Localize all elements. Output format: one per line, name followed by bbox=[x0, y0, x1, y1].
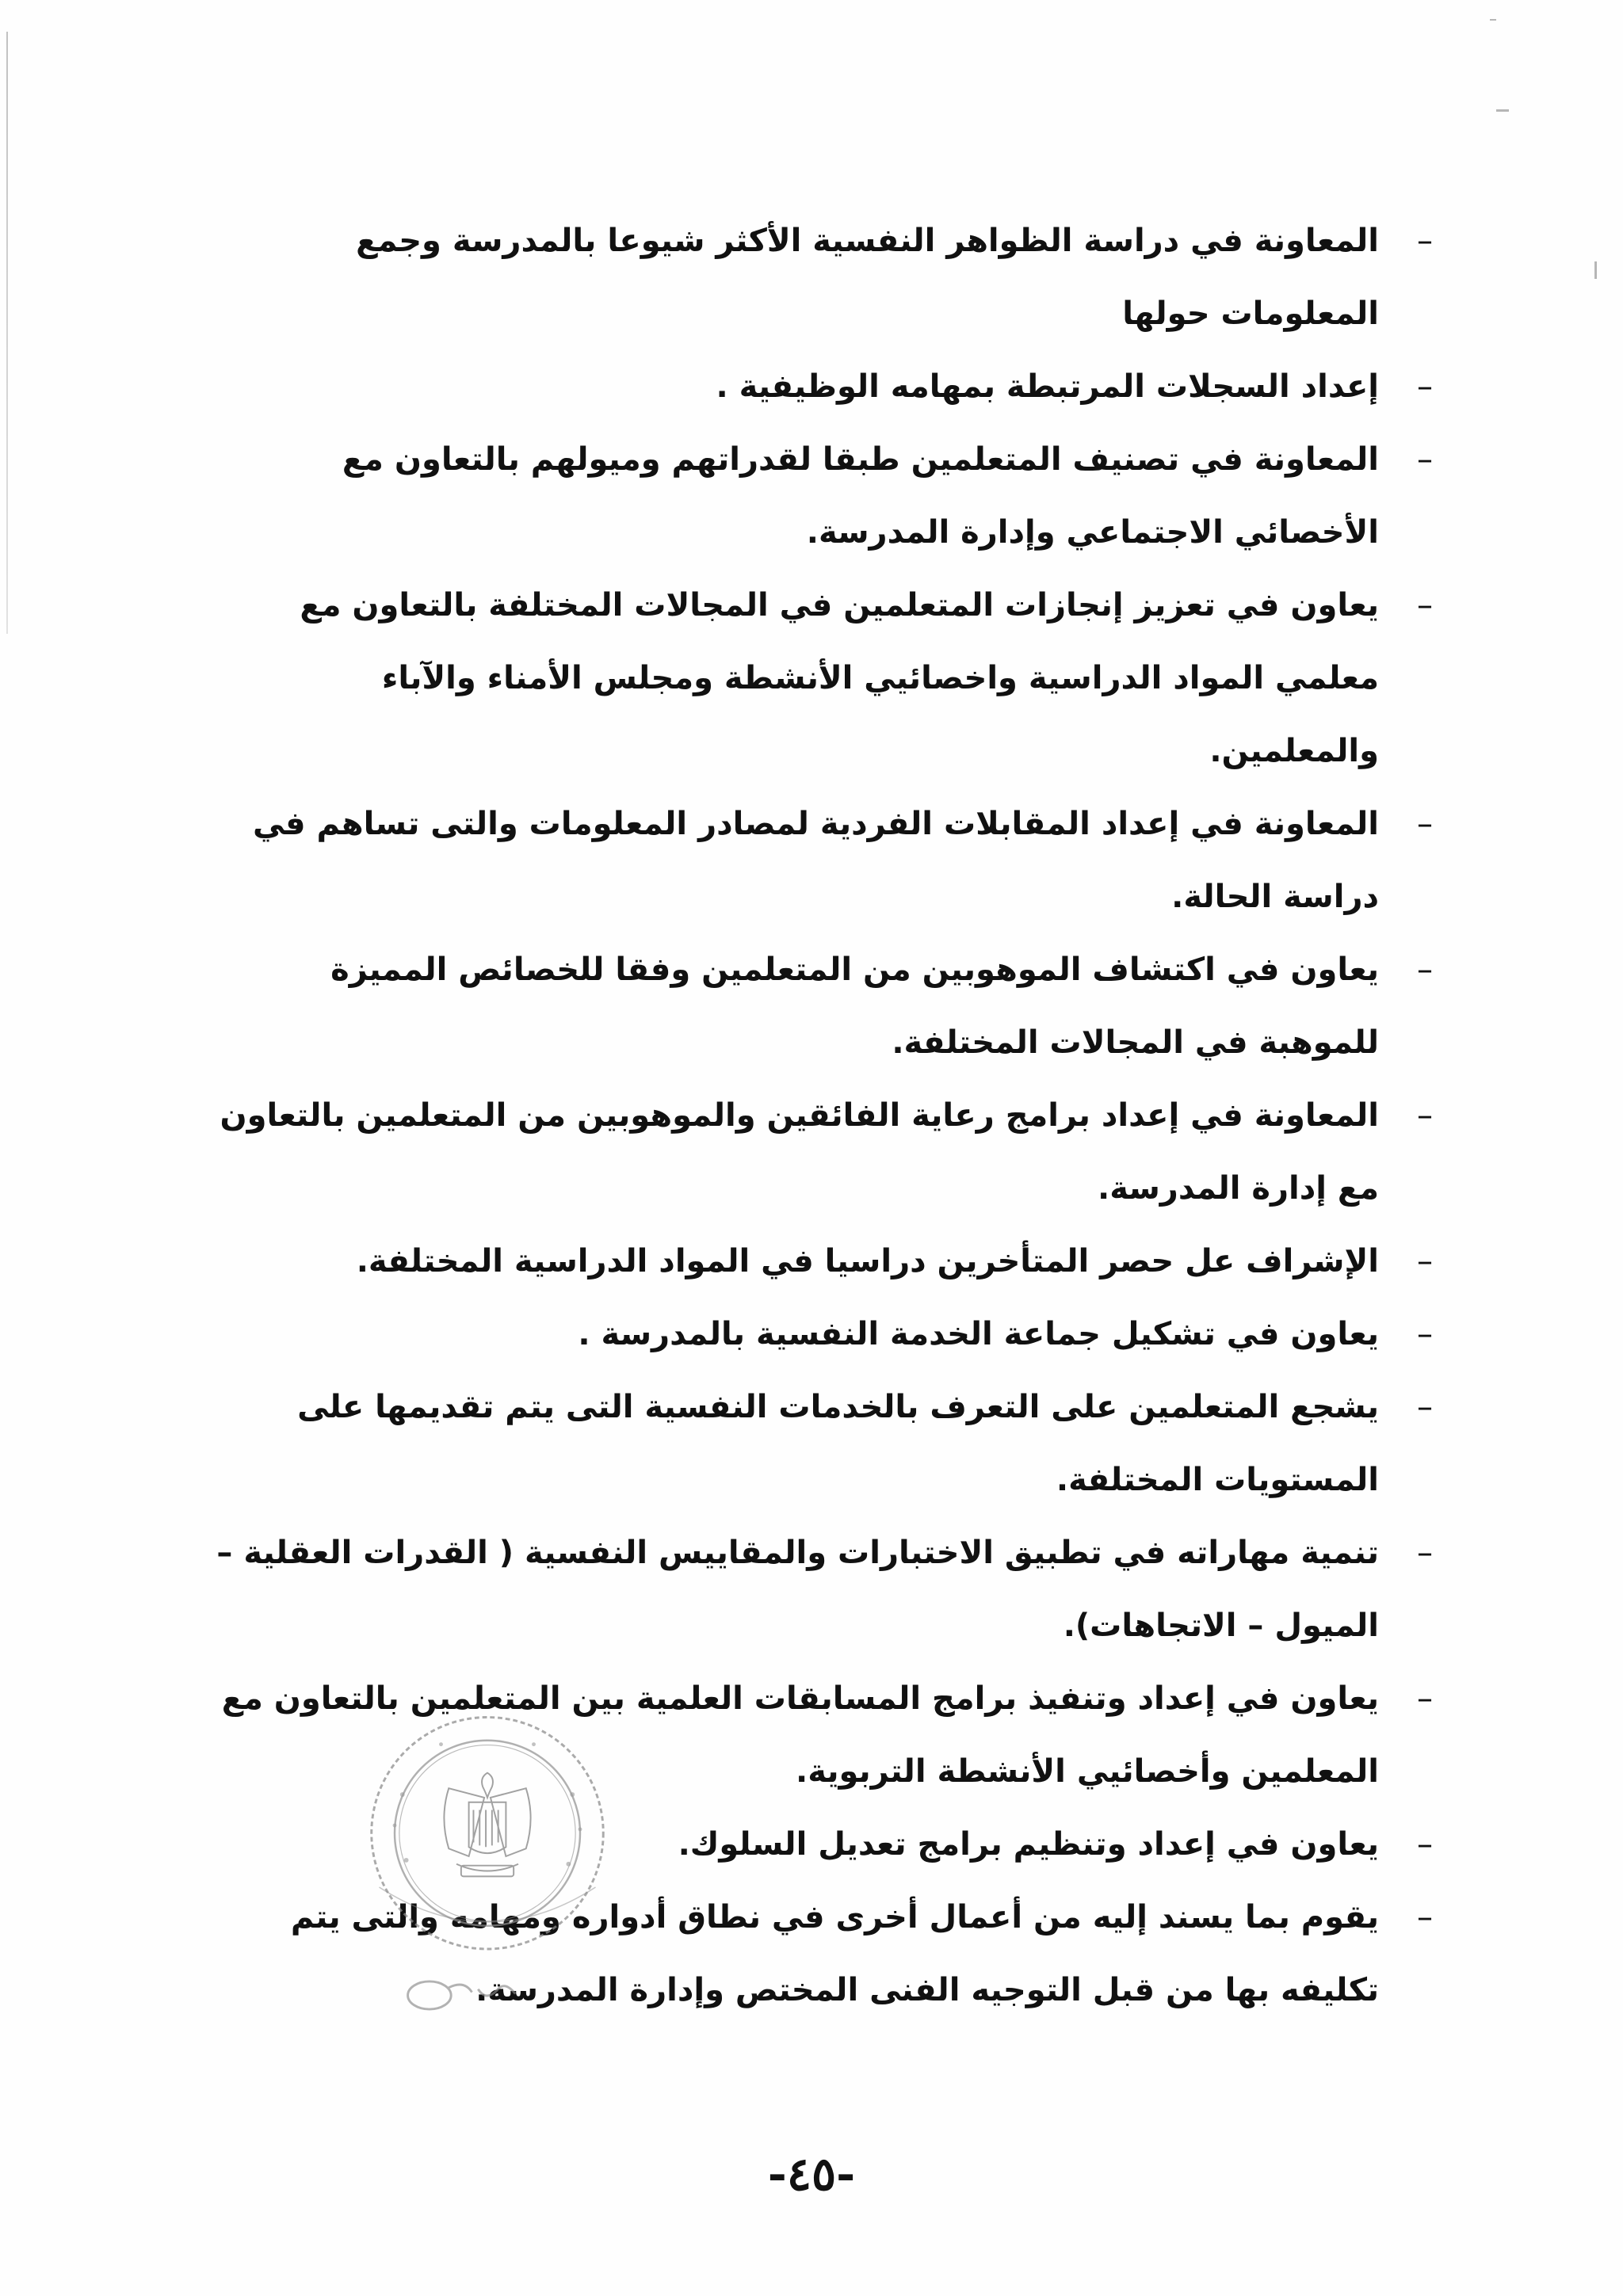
list-item bbox=[204, 423, 1441, 569]
list-bullet: – bbox=[1417, 1389, 1433, 1425]
list-item bbox=[204, 350, 1441, 423]
list-bullet: – bbox=[1417, 368, 1433, 405]
list-item bbox=[204, 1079, 1441, 1225]
list-item-text: يعاون في إعداد وتنفيذ برامج المسابقات العلمية بين المتعلمين بالتعاون مع المعلمين وأخصائيي الأنشطة التربوية. bbox=[221, 1680, 1379, 1790]
list-item-text: الإشراف عل حصر المتأخرين دراسيا في المواد الدراسية المختلفة. bbox=[356, 1243, 1379, 1280]
list-item-text: المعاونة في إعداد برامج رعاية الفائقين والموهوبين من المتعلمين بالتعاون مع إدارة المدرسة. bbox=[220, 1097, 1379, 1207]
list-bullet: – bbox=[1417, 1097, 1433, 1134]
list-item-text: تنمية مهاراته في تطبيق الاختبارات والمقاييس النفسية ( القدرات العقلية –الميول – الاتجاهات). bbox=[216, 1535, 1379, 1644]
list-item-text: يعاون في اكتشاف الموهوبين من المتعلمين وفقا للخصائص المميزة للموهبة في المجالات المختلفة. bbox=[330, 952, 1379, 1061]
list-item bbox=[204, 1516, 1441, 1662]
list-item bbox=[204, 788, 1441, 933]
list-item bbox=[204, 204, 1441, 350]
list-bullet: – bbox=[1417, 1899, 1433, 1936]
scan-speck bbox=[1594, 261, 1597, 279]
list-bullet: – bbox=[1417, 1680, 1433, 1717]
list-item bbox=[204, 1225, 1441, 1298]
list-bullet: – bbox=[1417, 1826, 1433, 1863]
list-item-text: يعاون في إعداد وتنظيم برامج تعديل السلوك. bbox=[678, 1826, 1379, 1863]
list-item-text: إعداد السجلات المرتبطة بمهامه الوظيفية . bbox=[716, 368, 1379, 405]
list-item-text: يعاون في تشكيل جماعة الخدمة النفسية بالمدرسة . bbox=[578, 1316, 1379, 1352]
list-item-text: يشجع المتعلمين على التعرف بالخدمات النفسية التى يتم تقديمها على المستويات المختلفة. bbox=[297, 1389, 1379, 1498]
official-stamp bbox=[333, 1702, 642, 2011]
list-item bbox=[204, 933, 1441, 1079]
eagle-emblem-icon bbox=[444, 1773, 530, 1877]
scan-speck bbox=[1490, 19, 1496, 21]
list-item-text: يعاون في تعزيز إنجازات المتعلمين في المجالات المختلفة بالتعاون مع معلمي المواد الدراسية واخصائيي الأنشطة ومجلس الأمناء والآباء والمعلمين. bbox=[300, 587, 1379, 769]
list-bullet: – bbox=[1417, 1535, 1433, 1571]
list-bullet: – bbox=[1417, 587, 1433, 624]
list-item-text: المعاونة في تصنيف المتعلمين طبقا لقدراتهم وميولهم بالتعاون مع الأخصائي الاجتماعي وإدارة المدرسة. bbox=[342, 441, 1379, 551]
list-bullet: – bbox=[1417, 1316, 1433, 1352]
list-item bbox=[204, 1298, 1441, 1371]
page-number: -٤٥- bbox=[767, 2147, 856, 2201]
list-bullet: – bbox=[1417, 952, 1433, 988]
list-bullet: – bbox=[1417, 223, 1433, 259]
list-item bbox=[204, 1371, 1441, 1516]
list-item-text: المعاونة في دراسة الظواهر النفسية الأكثر شيوعا بالمدرسة وجمع المعلومات حولها bbox=[356, 223, 1379, 332]
list-item-text: يقوم بما يسند إليه من أعمال أخرى في نطاق أدواره ومهامه والتى يتم تكليفه بها من قبل التوجيه الفنى المختص وإدارة المدرسة. bbox=[290, 1899, 1379, 2008]
list-bullet: – bbox=[1417, 806, 1433, 842]
list-bullet: – bbox=[1417, 1243, 1433, 1280]
list-item-text: المعاونة في إعداد المقابلات الفردية لمصادر المعلومات والتى تساهم في دراسة الحالة. bbox=[252, 806, 1379, 915]
scan-edge-line bbox=[6, 32, 8, 634]
scan-speck bbox=[1496, 109, 1509, 112]
list-item bbox=[204, 569, 1441, 788]
list-bullet: – bbox=[1417, 441, 1433, 478]
